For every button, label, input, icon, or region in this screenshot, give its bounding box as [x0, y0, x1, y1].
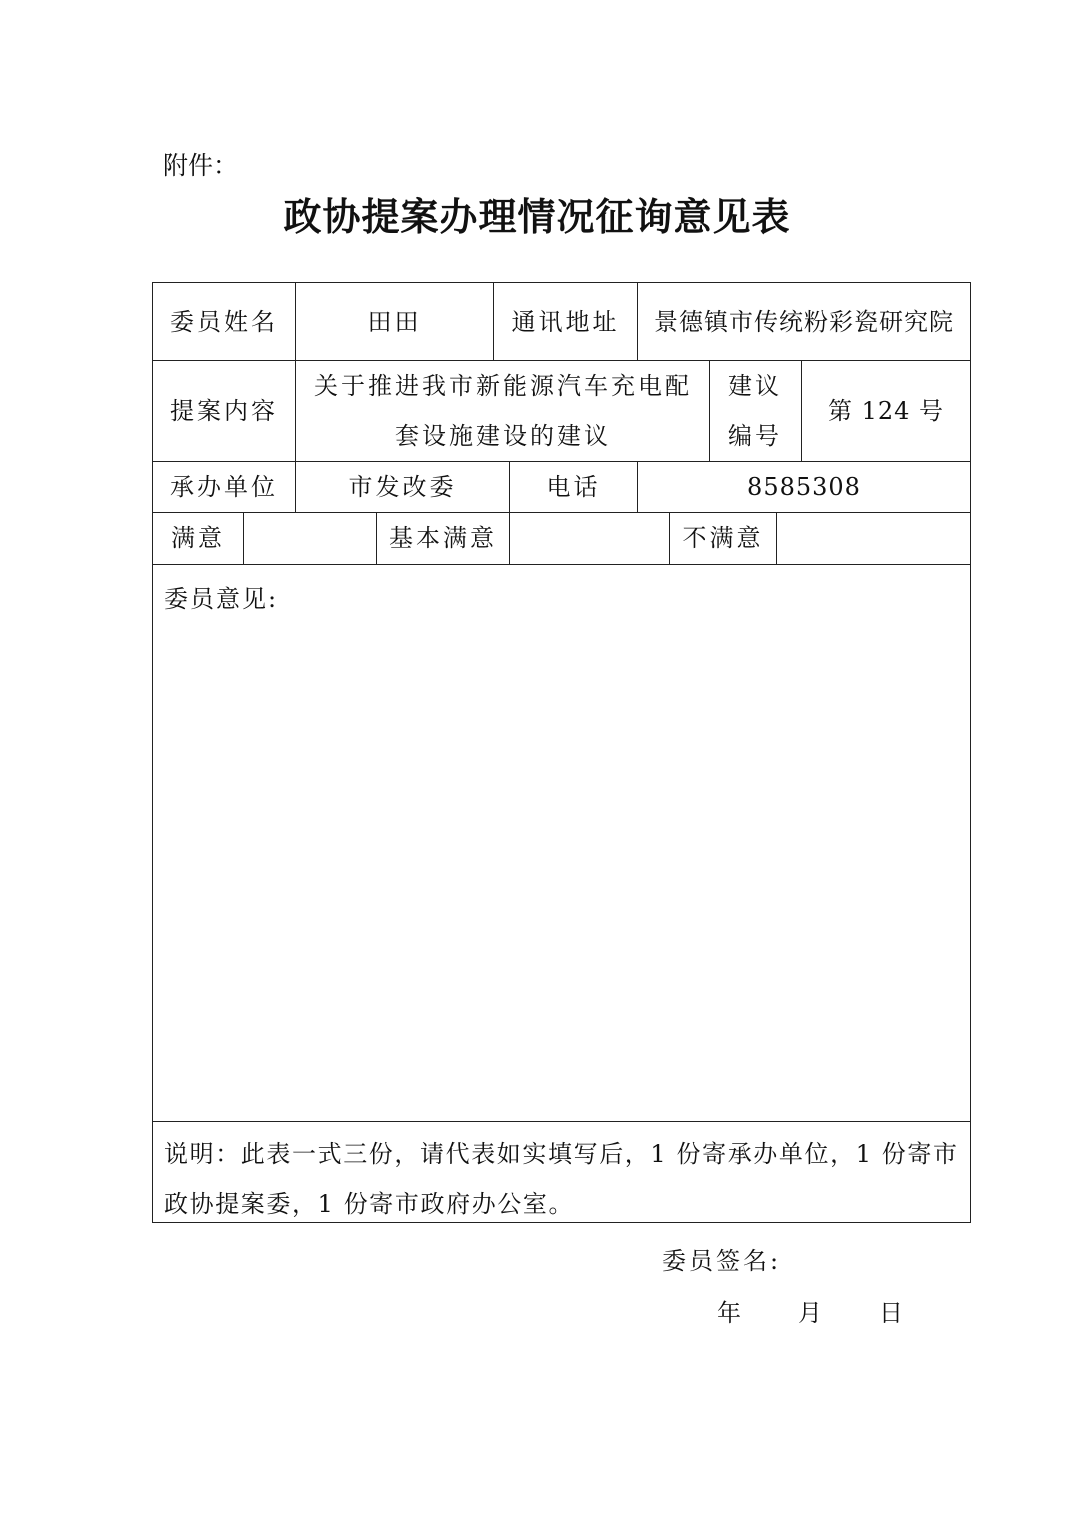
col-divider: [709, 360, 710, 461]
date-year-label: 年: [717, 1299, 744, 1327]
page-title: 政协提案办理情况征询意见表: [283, 194, 791, 239]
satisfied-check-cell[interactable]: [244, 512, 376, 564]
row-divider: [153, 1121, 970, 1122]
date-month-label: 月: [798, 1299, 825, 1327]
signature-field[interactable]: [790, 1236, 970, 1276]
suggestion-number-label: 建议编号: [728, 371, 782, 450]
col-divider: [295, 360, 296, 461]
handling-unit-label: 承办单位: [170, 472, 278, 501]
opinion-form: [152, 282, 971, 1223]
basic-satisfied-check-cell[interactable]: [510, 512, 669, 564]
address-value: 景德镇市传统粉彩瓷研究院: [654, 307, 954, 336]
proposal-content: 关于推进我市新能源汽车充电配套设施建设的建议: [314, 371, 692, 450]
basic-satisfied-label: 基本满意: [389, 524, 497, 552]
instruction-note: 说明：此表一式三份，请代表如实填写后，1 份寄承办单位，1 份寄市政协提案委，1 份寄市政府办公室。: [164, 1140, 959, 1218]
phone-label: 电话: [546, 472, 601, 501]
member-opinion-area[interactable]: [153, 623, 970, 1119]
member-opinion-label: 委员意见:: [164, 585, 279, 613]
signature-label: 委员签名:: [662, 1247, 782, 1275]
date-day-label: 日: [879, 1299, 906, 1327]
address-label: 通讯地址: [511, 307, 620, 336]
attachment-label: 附件：: [163, 151, 239, 180]
satisfied-label: 满意: [171, 524, 225, 552]
phone-value: 8585308: [747, 472, 861, 501]
suggestion-number-value: 第 124 号: [827, 396, 945, 425]
row-divider: [153, 564, 970, 565]
unsatisfied-label: 不满意: [682, 524, 764, 552]
proposal-label: 提案内容: [170, 396, 278, 425]
member-name-label: 委员姓名: [170, 307, 278, 336]
member-name-value: 田田: [367, 307, 422, 336]
handling-unit-value: 市发改委: [348, 472, 457, 501]
unsatisfied-check-cell[interactable]: [777, 512, 970, 564]
